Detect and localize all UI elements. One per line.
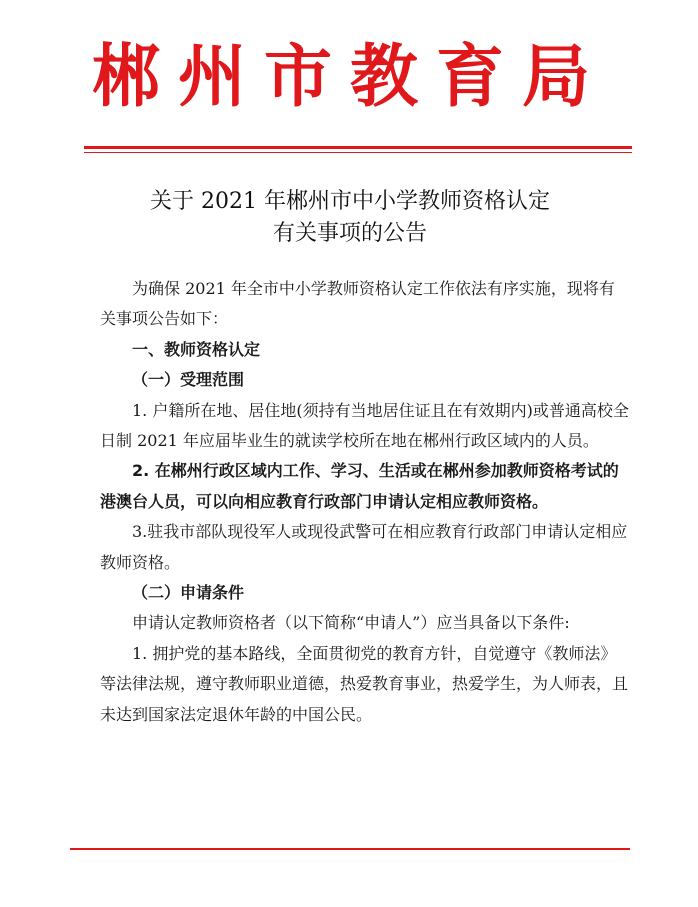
subsection2-heading: （二）申请条件 (132, 583, 245, 603)
document-body (100, 274, 630, 730)
letterhead-red-rule-thin (84, 152, 632, 153)
section1-heading: 一、教师资格认定 (132, 339, 261, 359)
scope-item-3: 3.驻我市部队现役军人或现役武警可在相应教育行政部门申请认定相应教师资格。 (100, 522, 628, 572)
intro-paragraph: 为确保 2021 年全市中小学教师资格认定工作依法有序实施，现将有关事项公告如下： (100, 279, 615, 329)
subsection1-heading: （一）受理范围 (132, 370, 245, 390)
conditions-intro: 申请认定教师资格者（以下简称“申请人”）应当具备以下条件: (132, 613, 570, 633)
document-title-line1: 关于 2021 年郴州市中小学教师资格认定 (150, 189, 550, 214)
scope-item-1: 1. 户籍所在地、居住地(须持有当地居住证且在有效期内)或普通高校全日制 2021 年应届毕业生的就读学校所在地在郴州行政区域内的人员。 (100, 400, 629, 451)
condition-item-1: 1. 拥护党的基本路线，全面贯彻党的教育方针，自觉遵守《教师法》等法律法规，遵守教师职业道德，热爱教育事业，热爱学生，为人师表，且未达到国家法定退休年龄的中国公民。 (100, 643, 629, 724)
document-title-line2: 有关事项的公告 (272, 221, 427, 246)
document-title (60, 186, 640, 250)
letterhead-red-rule-thick (84, 146, 632, 149)
footer-red-rule (70, 848, 630, 850)
letterhead-org-name: 郴州市教育局 (91, 38, 608, 117)
scope-item-2: 2. 在郴州行政区域内工作、学习、生活或在郴州参加教师资格考试的港澳台人员，可以向相应教育行政部门申请认定相应教师资格。 (100, 461, 619, 511)
